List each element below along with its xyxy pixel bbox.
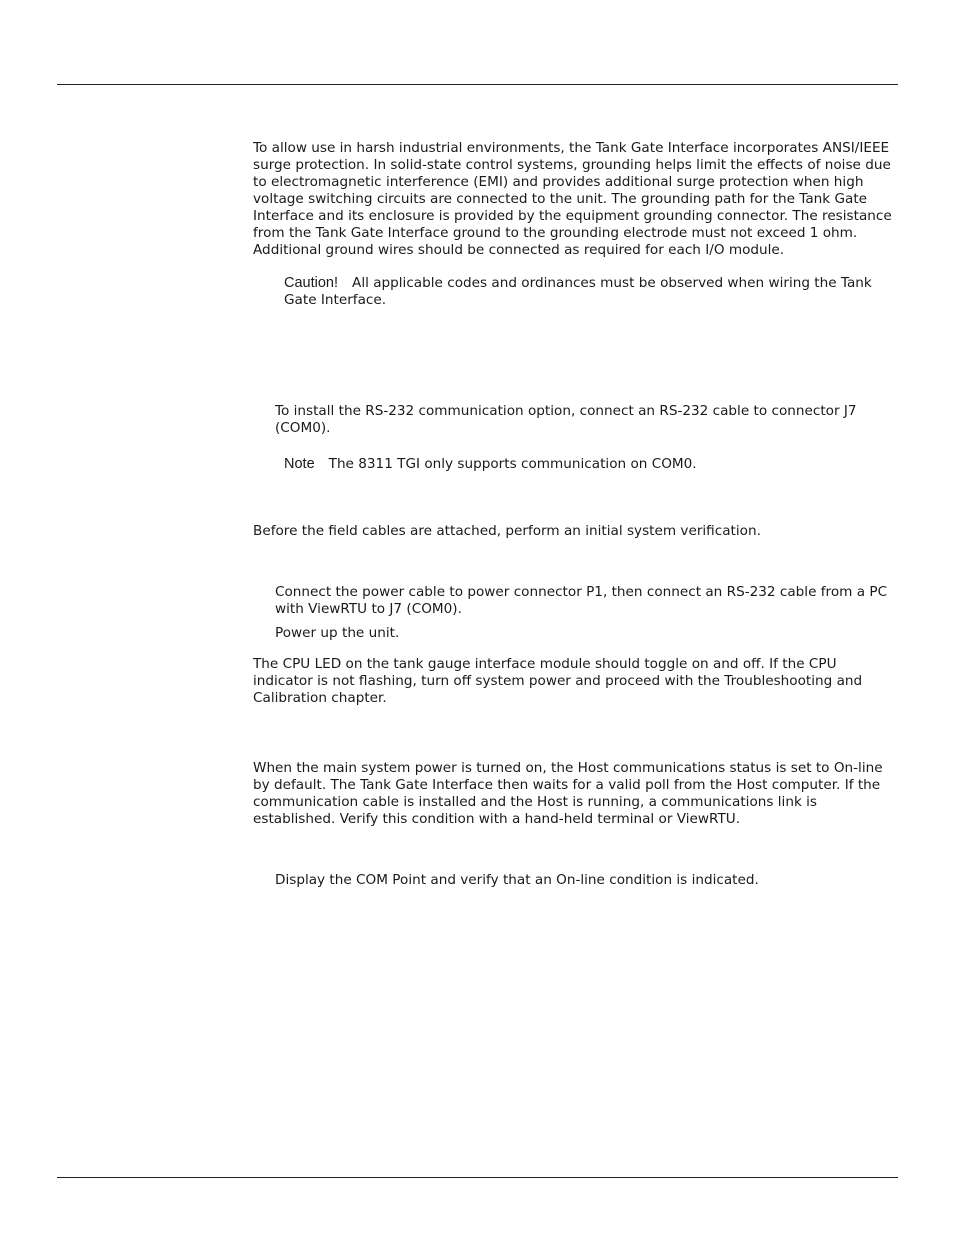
verification-step-2: Power up the unit. [275, 625, 400, 641]
caution-notice [284, 275, 899, 309]
rs232-install-step: To install the RS-232 communication option, connect an RS-232 cable to connector J7 (COM0). [275, 403, 857, 436]
verification-step-1: Connect the power cable to power connector P1, then connect an RS-232 cable from a PC with ViewRTU to J7 (COM0). [275, 584, 888, 617]
note-text: The 8311 TGI only supports communication on COM0. [328, 456, 697, 472]
grounding-paragraph: To allow use in harsh industrial environments, the Tank Gate Interface incorporates ANSI/IEEE surge protection. In solid-state control systems, grounding helps limit the effects of noise due to electromagnetic interference (EMI) and provides additional surge protection when high voltage switching circuits are connected to the unit. The grounding path for the Tank Gate Interface and its enclosure is provided by the equipment grounding connector. The resistance from the Tank Gate Interface ground to the grounding electrode must not exceed 1 ohm. Additional ground wires should be connected as required for each I/O module. [253, 140, 892, 258]
caution-text: All applicable codes and ordinances must be observed when wiring the Tank Gate Interface. [284, 275, 872, 308]
header-rule [57, 84, 898, 85]
verification-result: The CPU LED on the tank gauge interface module should toggle on and off. If the CPU indicator is not flashing, turn off system power and proceed with the Troubleshooting and Calibration chapter. [253, 656, 863, 706]
verification-intro: Before the field cables are attached, perform an initial system verification. [253, 523, 761, 539]
host-comm-paragraph: When the main system power is turned on, the Host communications status is set to On-line by default. The Tank Gate Interface then waits for a valid poll from the Host computer. If the communication cable is installed and the Host is running, a communications link is established. Verify this condition with a hand-held terminal or ViewRTU. [253, 760, 883, 827]
footer-rule [57, 1177, 898, 1178]
note-notice [284, 456, 899, 473]
host-comm-step: Display the COM Point and verify that an On-line condition is indicated. [275, 872, 759, 888]
note-label: Note [284, 456, 315, 472]
caution-label: Caution! [284, 275, 339, 291]
